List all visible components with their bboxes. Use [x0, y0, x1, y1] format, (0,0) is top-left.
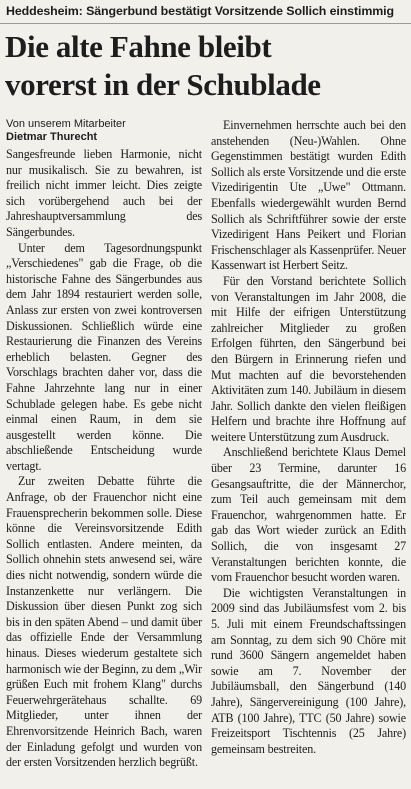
paragraph: Einvernehmen herrschte auch bei den anstehenden (Neu-)Wahlen. Ohne Gegenstimmen bestätigt wurden Edith Sollich als erste Vorsitzende und die erste Vizedirigentin Ute „Uwe" Ottmann. Ebenfalls wiedergewählt wurden Bernd Sollich als Schriftführer sowie der erste Vizedirigent Hans Peikert und Florian Frischenschlager als Kassenprüfer. Neuer Kassenwart ist Herbert Seitz. — [211, 118, 406, 273]
paragraph: Zur zweiten Debatte führte die Anfrage, ob der Frauenchor nicht eine Frauensprecherin bekommen solle. Diese könne die Vereinsvorsitzende Edith Sollich entlasten. Andere meinten, da Sollich ohnehin stets anwesend sei, wäre dies nicht notwendig, sondern würde die Instanzenkette nur verlängern. Die Diskussion über diesen Punkt zog sich bis in den späten Abend – und damit über das offizielle Ende der Versammlung hinaus. Dieses wiederum gestaltete sich harmonisch wie der Beginn, zu dem „Wir grüßen Euch mit frohem Klang" durchs Feuerwehrgerätehaus schallte. 69 Mitglieder, unter ihnen der Ehrenvorsitzende Heinrich Bach, waren der Einladung gefolgt und wurden von der ersten Vorsitzenden herzlich begrüßt. — [6, 474, 202, 770]
paragraph: Für den Vorstand berichtete Sollich von Veranstaltungen im Jahr 2008, die mit Hilfe der eifrigen Unterstützung zahlreicher Mitglieder zu großen Erfolgen führten, den Sängerbund bei den Bürgern in Erinnerung riefen und Mut machten auf die bevorstehenden Aktivitäten zum 140. Jubiläum in diesem Jahr. Sollich dankte den vielen fleißigen Helfern und brachte ihre Hoffnung auf weitere Unterstützung zum Ausdruck. — [211, 273, 406, 444]
article-column-left — [6, 147, 202, 771]
byline — [6, 118, 196, 144]
kicker-rule — [0, 23, 411, 24]
paragraph: Anschließend berichtete Klaus Demel über 23 Termine, darunter 16 Gesangsauftritte, die der Männerchor, zum Teil auch gemeinsam mit dem Frauenchor, wahrgenommen hatte. Er gab das Wort wieder zurück an Edith Sollich, die von insgesamt 27 Veranstaltungen berichten konnte, die vom Frauenchor besucht worden waren. — [211, 445, 406, 585]
headline — [5, 28, 407, 104]
kicker-text: Sängerbund bestätigt Vorsitzende Sollich einstimmig — [86, 4, 394, 18]
paragraph: Sangesfreunde lieben Harmonie, nicht nur musikalisch. Sie zu bewahren, ist freilich nicht immer leicht. Dies zeigte sich vorübergehend auch bei der Jahreshauptversammlung des Sängerbundes. — [6, 147, 202, 239]
paragraph: Die wichtigsten Veranstaltungen in 2009 sind das Jubiläumsfest vom 2. bis 5. Juli mit einem Freundschaftssingen am Sonntag, zu dem sich 90 Chöre mit rund 3600 Sängern angemeldet haben sowie am 7. November der Jubiläumsball, den Sängerbund (140 Jahre), Sängervereinigung (100 Jahre), ATB (100 Jahre), TTC (50 Jahre) sowie Freizeitsport Tischtennis (25 Jahre) gemeinsam bestreiten. — [211, 585, 406, 756]
kicker-location: Heddesheim: — [6, 4, 83, 18]
headline-line-2: vorerst in der Schublade — [5, 67, 321, 102]
byline-author: Dietmar Thurecht — [6, 131, 98, 143]
byline-source: Von unserem Mitarbeiter — [6, 118, 126, 130]
article-column-right — [211, 118, 406, 757]
headline-line-1: Die alte Fahne bleibt — [5, 29, 272, 64]
paragraph: Unter dem Tagesordnungspunkt „Verschiedenes" gab die Frage, ob die historische Fahne des Sängerbundes aus dem Jahr 1894 restauriert werden solle, Anlass zur ersten von zwei kontroversen Diskussionen. Schließlich würde eine Restaurierung die Finanzen des Vereins erheblich belasten. Gegner des Vorschlags brachten daher vor, dass die Fahne Jahrzehnte lang nur in einer Schublade gelegen habe. Es gebe nicht einmal einen Raum, in dem sie ausgestellt werden könne. Die abschließende Entscheidung wurde vertagt. — [6, 240, 202, 473]
kicker-line — [6, 4, 407, 18]
